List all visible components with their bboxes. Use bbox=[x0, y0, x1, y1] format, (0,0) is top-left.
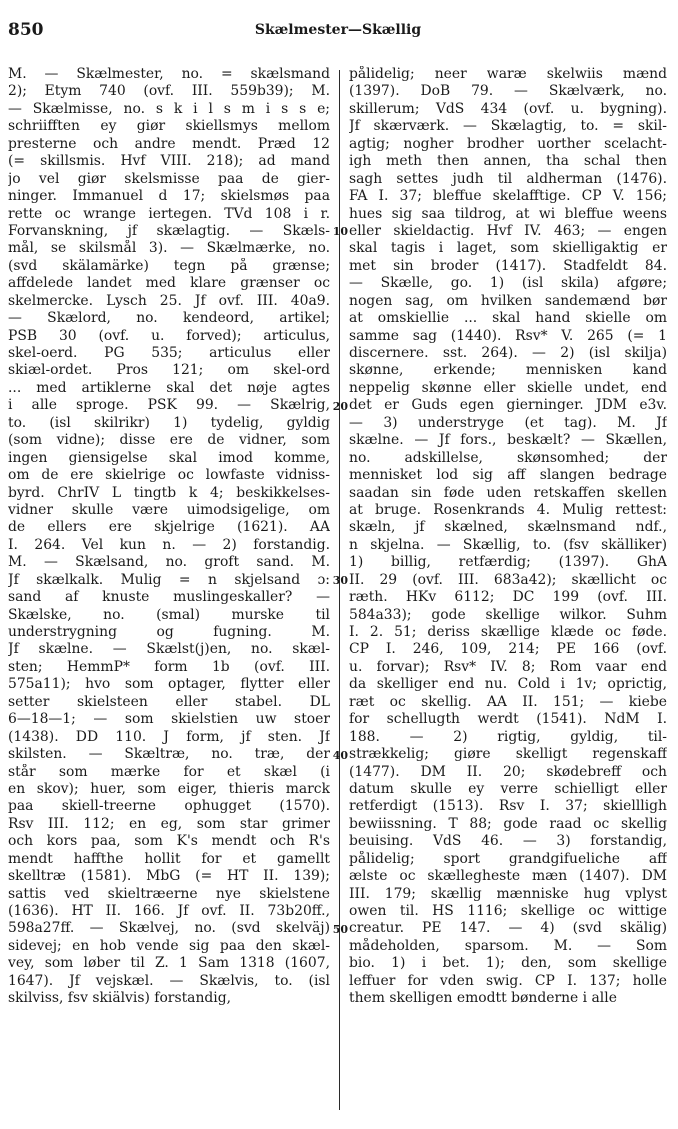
text-line: 584a33); gode skellige wilkor. Suhm bbox=[349, 606, 667, 623]
text-line: ælste oc skælleghestе mæn (1407). DM bbox=[349, 868, 667, 885]
text-line: bewiissning. T 88; gode raad oc skellig bbox=[349, 815, 667, 832]
text-line: vidner skulle være uimodsigelige, om bbox=[8, 501, 330, 518]
text-line: nogen sag, om hvilken sandemænd bør bbox=[349, 292, 667, 309]
text-line: sand af knuste muslingeskaller? — bbox=[8, 589, 330, 606]
text-line: det er Guds egen gierninger. JDM e3v. bbox=[349, 397, 667, 414]
text-line: u. forvar); Rsv* IV. 8; Rom vaar end bbox=[349, 658, 667, 675]
text-line: skal tagis i laget, som skielligaktig er bbox=[349, 240, 667, 257]
text-line: met sin broder (1417). Stadfeldt 84. bbox=[349, 257, 667, 274]
text-line: setter skielsteen eller stabel. DL bbox=[8, 693, 330, 710]
text-line: creatur. PE 147. — 4) (svd skälig) bbox=[349, 920, 667, 937]
text-line: CP I. 246, 109, 214; PE 166 (ovf. bbox=[349, 641, 667, 658]
text-line: skæln, jf skælned, skælnsmand ndf., bbox=[349, 519, 667, 536]
text-line: II. 29 (ovf. III. 683a42); skællicht oc bbox=[349, 571, 667, 588]
text-line: pålidelig; neer waræ skelwiis mænd bbox=[349, 66, 667, 82]
text-line: mennisket lod sig aff slangen bedrage bbox=[349, 467, 667, 484]
text-line: i alle sproge. PSK 99. — Skælrig, bbox=[8, 397, 330, 414]
text-line: skiæl-ordet. Pros 121; om skel-ord bbox=[8, 362, 330, 379]
text-line: jo vel giør skelsmisse paa de gier- bbox=[8, 170, 330, 187]
text-line: om de ere skielrige oc lowfaste vidniss- bbox=[8, 467, 330, 484]
text-line: understrygning og fugning. M. bbox=[8, 624, 330, 640]
right-column bbox=[349, 66, 667, 1008]
page-number: 850 bbox=[8, 20, 44, 40]
text-line: III. 179; skællig mænniske hug vplyst bbox=[349, 885, 667, 902]
line-number: 20 bbox=[332, 399, 348, 413]
text-line: Rsv III. 112; en eg, som star grimer bbox=[8, 815, 330, 832]
left-column bbox=[8, 66, 330, 1008]
text-line: at bruge. Rosenkrands 4. Mulig rettest: bbox=[349, 501, 667, 518]
text-line: skønne, erkende; mennisken kand bbox=[349, 362, 667, 379]
text-line: de ellers ere skjelrige (1621). AA bbox=[8, 519, 330, 536]
text-line: Jf skælkalk. Mulig = n skjelsand ɔ: bbox=[8, 571, 330, 588]
text-line: och kors paa, som K's mendt och R's bbox=[8, 833, 330, 850]
text-line: FA I. 37; bleffue skelafftige. CP V. 156; bbox=[349, 188, 667, 205]
text-line: saadan sin føde uden retskaffen skellen bbox=[349, 484, 667, 501]
text-line: ninger. Immanuel d 17; skielsmøs paa bbox=[8, 188, 330, 205]
text-line: Jf skærværk. — Skælagtig, to. = skil- bbox=[349, 118, 667, 135]
text-line: mål, se skilsmål 3). — Skælmærke, no. bbox=[8, 240, 330, 257]
text-line: (svd skälamärke) tegn på grænse; bbox=[8, 257, 330, 274]
text-line: sidevej; en hob vende sig paa den skæl- bbox=[8, 937, 330, 954]
text-line: skelltræ (1581). MbG (= HT II. 139); bbox=[8, 868, 330, 885]
text-line: PSB 30 (ovf. u. forved); articulus, bbox=[8, 327, 330, 344]
text-line: (1636). HT II. 166. Jf ovf. II. 73b20ff., bbox=[8, 903, 330, 919]
text-line: Skælske, no. (smal) murske til bbox=[8, 606, 330, 623]
text-line: mendt haffthe hollit for et gamellt bbox=[8, 850, 330, 867]
text-line: sattis ved skieltræerne nye skielstene bbox=[8, 885, 330, 902]
text-line: to. (isl skilrikr) 1) tydelig, gyldig bbox=[8, 414, 330, 431]
text-line: no. adskillelse, skønsomhed; der bbox=[349, 449, 667, 466]
text-line: Jf skælne. — Skælst(j)en, no. skæl- bbox=[8, 641, 330, 658]
line-number: 30 bbox=[332, 574, 348, 588]
text-line: står som mærke for et skæl (i bbox=[8, 763, 330, 780]
text-line: M. — Skælsand, no. groft sand. M. bbox=[8, 554, 330, 571]
text-line: for schellugth werdt (1541). NdM I. bbox=[349, 711, 667, 728]
text-line: 6—18—1; — som skielstien uw stoer bbox=[8, 711, 330, 728]
line-number: 50 bbox=[332, 923, 348, 937]
text-line: at omskiellie ... skal hand skielle om bbox=[349, 310, 667, 327]
text-line: skelmercke. Lysch 25. Jf ovf. III. 40a9. bbox=[8, 292, 330, 309]
text-line: rette oc wrange iertegen. TVd 108 i r. bbox=[8, 205, 330, 222]
text-line: schriifften ey giør skiellsmys mellom bbox=[8, 118, 330, 135]
text-line: paa skiell-treerne ophugget (1570). bbox=[8, 798, 330, 815]
text-line: M. — Skælmester, no. = skælsmand bbox=[8, 66, 330, 82]
text-line: neppelig skønne eller skielle undet, end bbox=[349, 379, 667, 396]
text-line: skel-oerd. PG 535; articulus eller bbox=[8, 345, 330, 361]
text-line: samme sag (1440). Rsv* V. 265 (= 1 bbox=[349, 327, 667, 344]
text-line: 1647). Jf vejskæl. — Skælvis, to. (isl bbox=[8, 972, 330, 989]
text-line: en skov); huer, som eiger, thieris marck bbox=[8, 780, 330, 797]
text-line: 188. — 2) rigtig, gyldig, til- bbox=[349, 728, 667, 745]
text-line: (som vidne); disse ere de vidner, som bbox=[8, 432, 330, 449]
text-line: agtig; nogher brodher uorther scelacht- bbox=[349, 135, 667, 152]
text-line: ræt oc skellig. AA II. 151; — kiebe bbox=[349, 693, 667, 710]
text-line: them skelligen emodtt bønderne i alle bbox=[349, 990, 617, 1007]
text-line: (1438). DD 110. J form, jf sten. Jf bbox=[8, 728, 330, 745]
text-line: skilsten. — Skæltræ, no. træ, der bbox=[8, 746, 330, 763]
text-line: presterne och andre mendt. Præd 12 bbox=[8, 135, 330, 152]
page-header bbox=[8, 20, 668, 42]
text-line: affdelede landet med klare grænser oc bbox=[8, 275, 330, 292]
text-line: bio. 1) i bet. 1); den, som skellige bbox=[349, 955, 667, 972]
text-line: Forvanskning, jf skælagtig. — Skæls- bbox=[8, 222, 330, 239]
text-line: 1) billig, retfærdig; (1397). GhA bbox=[349, 554, 667, 571]
text-line: skælne. — Jf fors., beskælt? — Skællen, bbox=[349, 432, 667, 449]
text-line: — Skælle, go. 1) (isl skila) afgøre; bbox=[349, 275, 667, 292]
text-line: skillerum; VdS 434 (ovf. u. bygning). bbox=[349, 100, 667, 117]
text-line: I. 264. Vel kun n. — 2) forstandig. bbox=[8, 536, 330, 553]
text-line: retferdigt (1513). Rsv I. 37; skiellligh bbox=[349, 798, 667, 815]
text-line: mådeholden, sparsom. M. — Som bbox=[349, 937, 667, 954]
text-line: — Skælmisse, no. s k i l s m i s s e; bbox=[8, 100, 330, 117]
text-line: sagh settes judh til aldherman (1476). bbox=[349, 170, 667, 187]
text-line: ingen giensigelse skal imod komme, bbox=[8, 449, 330, 466]
text-line: ... med artiklerne skal det nøje agtes bbox=[8, 379, 330, 396]
text-line: sten; HemmP* form 1b (ovf. III. bbox=[8, 658, 330, 675]
text-line: eller skieldactig. Hvf IV. 463; — engen bbox=[349, 222, 667, 239]
text-line: discernere. sst. 264). — 2) (isl skilja) bbox=[349, 345, 667, 361]
text-line: 2); Etym 740 (ovf. III. 559b39); M. bbox=[8, 83, 330, 100]
text-line: 575a11); hvo som optager, flytter eller bbox=[8, 676, 330, 693]
text-line: owen til. HS 1116; skellige oc wittige bbox=[349, 903, 667, 919]
text-line: (1477). DM II. 20; skødebreff och bbox=[349, 763, 667, 780]
line-number: 40 bbox=[332, 748, 348, 762]
text-line: I. 2. 51; deriss skællige klæde oc føde. bbox=[349, 624, 667, 640]
text-line: 598a27ff. — Skælvej, no. (svd skelväj) bbox=[8, 920, 330, 937]
text-line: ræth. HKv 6112; DC 199 (ovf. III. bbox=[349, 589, 667, 606]
text-line: datum skulle ey verre schielligt eller bbox=[349, 780, 667, 797]
text-line: n skjelna. — Skællig, to. (fsv skälliker) bbox=[349, 536, 667, 553]
line-number: 10 bbox=[332, 225, 348, 239]
text-line: byrd. ChrIV L tingtb k 4; beskikkelses- bbox=[8, 484, 330, 501]
text-line: — 3) understryge (et tag). M. Jf bbox=[349, 414, 667, 431]
text-line: leffuer for vden swig. CP I. 137; holle bbox=[349, 972, 667, 989]
text-line: skilviss, fsv skiälvis) forstandig, bbox=[8, 990, 232, 1007]
text-line: strækkelig; giøre skelligt regenskaff bbox=[349, 746, 667, 763]
text-line: — Skælord, no. kendeord, artikel; bbox=[8, 310, 330, 327]
text-line: (1397). DoB 79. — Skælværk, no. bbox=[349, 83, 667, 100]
text-line: da skelliger end nu. Cold i 1v; oprictig, bbox=[349, 676, 667, 693]
text-line: hues sig saa tildrog, at wi bleffue weens bbox=[349, 205, 667, 222]
text-line: vey, som løber til Z. 1 Sam 1318 (1607, bbox=[8, 955, 330, 972]
text-line: pålidelig; sport grandgifueliche aff bbox=[349, 850, 667, 867]
text-line: (= skillsmis. Hvf VIII. 218); ad mand bbox=[8, 153, 330, 170]
running-head: Skælmester—Skællig bbox=[254, 22, 422, 38]
text-line: beuising. VdS 46. — 3) forstandig, bbox=[349, 833, 667, 850]
text-line: igh meth then annen, tha schal then bbox=[349, 153, 667, 170]
